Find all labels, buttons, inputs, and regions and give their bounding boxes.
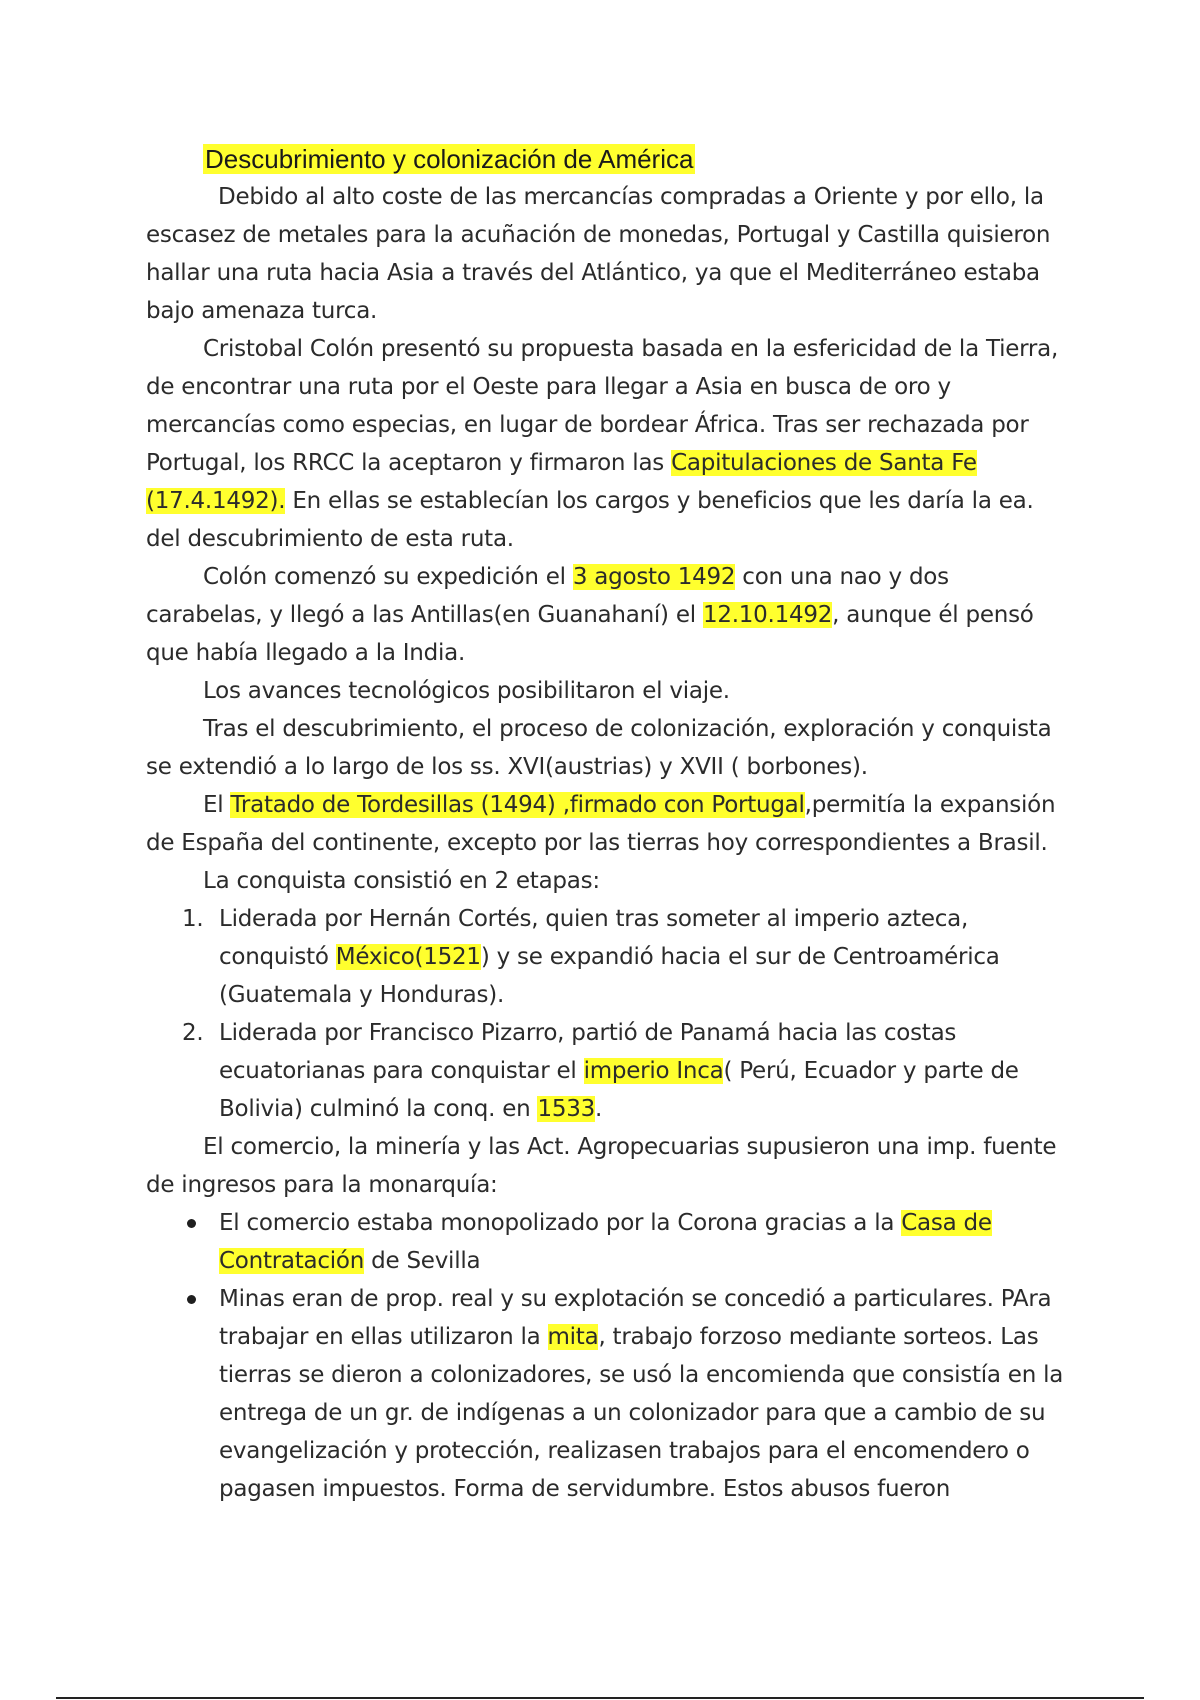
text: Colón comenzó su expedición el — [203, 564, 573, 590]
paragraph-economy: El comercio, la minería y las Act. Agropecuarias supusieron una imp. fuente de ingresos para la monarquía: — [146, 1134, 1057, 1198]
list-item — [146, 1014, 1066, 1128]
text: Minas eran de prop. real y su explotación se concedió a particulares. PAra trabajar en ellas utilizaron la — [219, 1286, 1052, 1350]
document-title — [203, 140, 1066, 178]
text: , aunque él pensó que había llegado a la India. — [146, 602, 1034, 666]
text: Cristobal Colón presentó su propuesta basada en la esfericidad de la Tierra, de encontrar una ruta por el Oeste para llegar a Asia en busca de oro y mercancías como especias, en lugar de bordear África. Tras ser rechazada por Portugal, los RRCC la aceptaron y firmaron las — [146, 336, 1059, 476]
document-page — [146, 140, 1066, 1508]
highlight-casa-contratacion: Casa de Contratación — [219, 1210, 992, 1274]
text: ( Perú, Ecuador y parte de Bolivia) culminó la conq. en — [219, 1058, 1019, 1122]
text: , trabajo forzoso mediante sorteos. Las tierras se dieron a colonizadores, se usó la encomienda que consistía en la entrega de un gr. de indígenas a un colonizador para que a cambio de su evangelización y protección, realizasen trabajos para el encomendero o pagasen impuestos. Forma de servidumbre. Estos abusos fueron — [219, 1324, 1064, 1502]
paragraph-colonization: Tras el descubrimiento, el proceso de colonización, exploración y conquista se extendió a lo largo de los ss. XVI(austrias) y XVII ( borbones). — [146, 716, 1052, 780]
paragraph-causes: Debido al alto coste de las mercancías compradas a Oriente y por ello, la escasez de metales para la acuñación de monedas, Portugal y Castilla quisieron hallar una ruta hacia Asia a través del Atlántico, ya que el Mediterráneo estaba bajo amenaza turca. — [146, 184, 1051, 324]
highlight-arrival-date: 12.10.1492 — [702, 602, 833, 628]
text: El — [203, 792, 231, 818]
bullet-icon — [187, 1295, 196, 1304]
highlight-imperio-inca: imperio Inca — [583, 1058, 724, 1084]
title-highlight: Descubrimiento y colonización de América — [205, 144, 694, 174]
text: con una nao y dos carabelas, y llegó a las Antillas(en Guanahaní) el — [146, 564, 949, 628]
highlight-1533: 1533 — [537, 1096, 596, 1122]
text: ) y se expandió hacia el sur de Centroamérica (Guatemala y Honduras). — [219, 944, 1000, 1008]
numbered-list — [146, 900, 1066, 1128]
text: Liderada por Hernán Cortés, quien tras someter al imperio azteca, conquistó — [219, 906, 969, 970]
bullet-icon — [187, 1219, 196, 1228]
list-number: 1. — [182, 906, 204, 932]
page-bottom-rule — [56, 1697, 1144, 1699]
list-item — [146, 1204, 1066, 1280]
text: ,permitía la expansión de España del continente, excepto por las tierras hoy correspondientes a Brasil. — [146, 792, 1056, 856]
text: . — [595, 1096, 603, 1122]
bullet-list — [146, 1204, 1066, 1508]
list-item — [146, 1280, 1066, 1508]
highlight-departure-date: 3 agosto 1492 — [572, 564, 736, 590]
paragraph-technology: Los avances tecnológicos posibilitaron el viaje. — [203, 678, 730, 704]
highlight-mexico: México(1521 — [335, 944, 481, 970]
text: En ellas se establecían los cargos y beneficios que les daría la ea. del descubrimiento de esta ruta. — [146, 488, 1034, 552]
list-item — [146, 900, 1066, 1014]
highlight-tordesillas: Tratado de Tordesillas (1494) ,firmado con Portugal — [230, 792, 805, 818]
list-number: 2. — [182, 1020, 204, 1046]
highlight-mita: mita — [547, 1324, 599, 1350]
text: de Sevilla — [364, 1248, 481, 1274]
paragraph-colon-proposal — [146, 330, 1066, 558]
paragraph-expedition — [146, 558, 1066, 672]
highlight-capitulaciones: Capitulaciones de Santa Fe (17.4.1492). — [146, 450, 977, 514]
text: El comercio estaba monopolizado por la Corona gracias a la — [219, 1210, 902, 1236]
paragraph-tordesillas — [146, 786, 1066, 862]
paragraph-conquest-stages: La conquista consistió en 2 etapas: — [203, 868, 600, 894]
text: Liderada por Francisco Pizarro, partió de Panamá hacia las costas ecuatorianas para conquistar el — [219, 1020, 957, 1084]
